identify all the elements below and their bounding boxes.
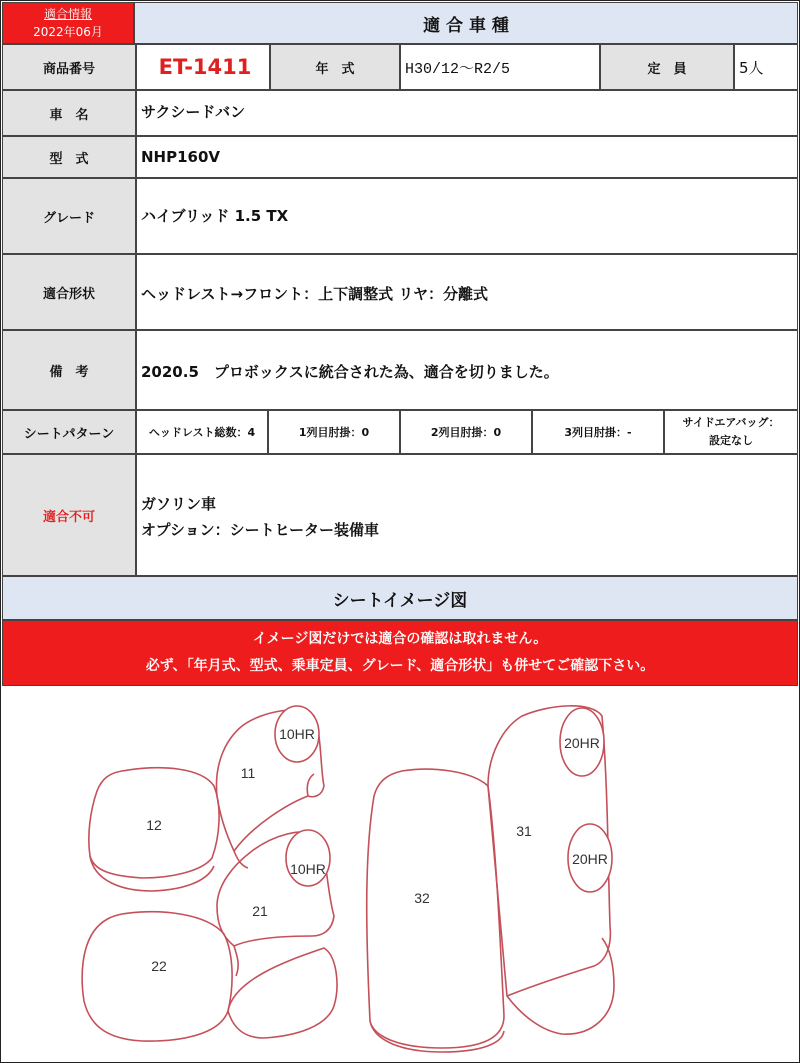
label-20hr-lower: 20HR (572, 851, 608, 867)
notice-banner (2, 620, 798, 686)
info-badge (2, 2, 134, 44)
seat-diagram (2, 686, 798, 1060)
model-label: 型 式 (2, 136, 136, 178)
not-compatible-label-text: 適合不可 (42, 509, 95, 525)
side-airbag-label: サイドエアバッグ： (682, 416, 780, 429)
capacity-value: 5人 (734, 44, 798, 90)
not-compatible-item-2: オプション：シートヒーター装備車 (141, 521, 380, 539)
model-year-label: 年 式 (270, 44, 400, 90)
not-compatible-label (2, 454, 136, 576)
label-seat-21: 21 (252, 903, 268, 919)
grade-value: ハイブリッド 1.5 TX (136, 178, 798, 254)
label-seat-31: 31 (516, 823, 532, 839)
not-compatible-value (136, 454, 798, 576)
product-code (136, 44, 270, 90)
fit-shape-value: ヘッドレスト→フロント：上下調整式 リヤ：分離式 (136, 254, 798, 330)
notice-line-2: 必ず、「年月式、型式、乗車定員、グレード、適合形状」も併せてご確認下さい。 (145, 658, 655, 674)
car-name-label: 車 名 (2, 90, 136, 136)
pattern-headrest-total: ヘッドレスト総数：4 (136, 410, 268, 454)
page-title (134, 2, 798, 44)
model-value: NHP160V (136, 136, 798, 178)
remarks-value: 2020.5 プロボックスに統合された為、適合を切りました。 (136, 330, 798, 410)
label-10hr-front: 10HR (279, 726, 315, 742)
label-seat-22: 22 (151, 958, 167, 974)
model-year-value: H30/12～R2/5 (400, 44, 600, 90)
pattern-row3-armrest: 3列目肘掛：- (532, 410, 664, 454)
seat-22-shape (82, 912, 232, 1041)
label-20hr-upper: 20HR (564, 735, 600, 751)
info-badge-title: 適合情報 (43, 7, 92, 21)
info-badge-date: 2022年06月 (33, 25, 103, 39)
label-seat-12: 12 (146, 817, 162, 833)
notice-line-1: イメージ図だけでは適合の確認は取れません。 (252, 631, 548, 647)
car-name-value: サクシードバン (136, 90, 798, 136)
side-airbag-value: 設定なし (709, 434, 753, 447)
pattern-side-airbag (664, 410, 798, 454)
seat-pattern-label: シートパターン (2, 410, 136, 454)
capacity-label: 定 員 (600, 44, 734, 90)
product-code-label: 商品番号 (2, 44, 136, 90)
pattern-row1-armrest: 1列目肘掛：0 (268, 410, 400, 454)
label-10hr-second: 10HR (290, 861, 326, 877)
headrest-10hr-second (286, 830, 330, 886)
grade-label: グレード (2, 178, 136, 254)
fit-shape-label: 適合形状 (2, 254, 136, 330)
label-seat-11: 11 (240, 765, 256, 781)
page-title-text: 適 合 車 種 (423, 15, 509, 36)
seat-image-title-text: シートイメージ図 (332, 590, 468, 611)
product-code-text: ET-1411 (158, 55, 252, 79)
seat-32-shape (367, 769, 504, 1048)
label-seat-32: 32 (414, 890, 430, 906)
pattern-row2-armrest: 2列目肘掛：0 (400, 410, 532, 454)
not-compatible-item-1: ガソリン車 (141, 495, 217, 513)
seat-image-title (2, 576, 798, 620)
remarks-label: 備 考 (2, 330, 136, 410)
